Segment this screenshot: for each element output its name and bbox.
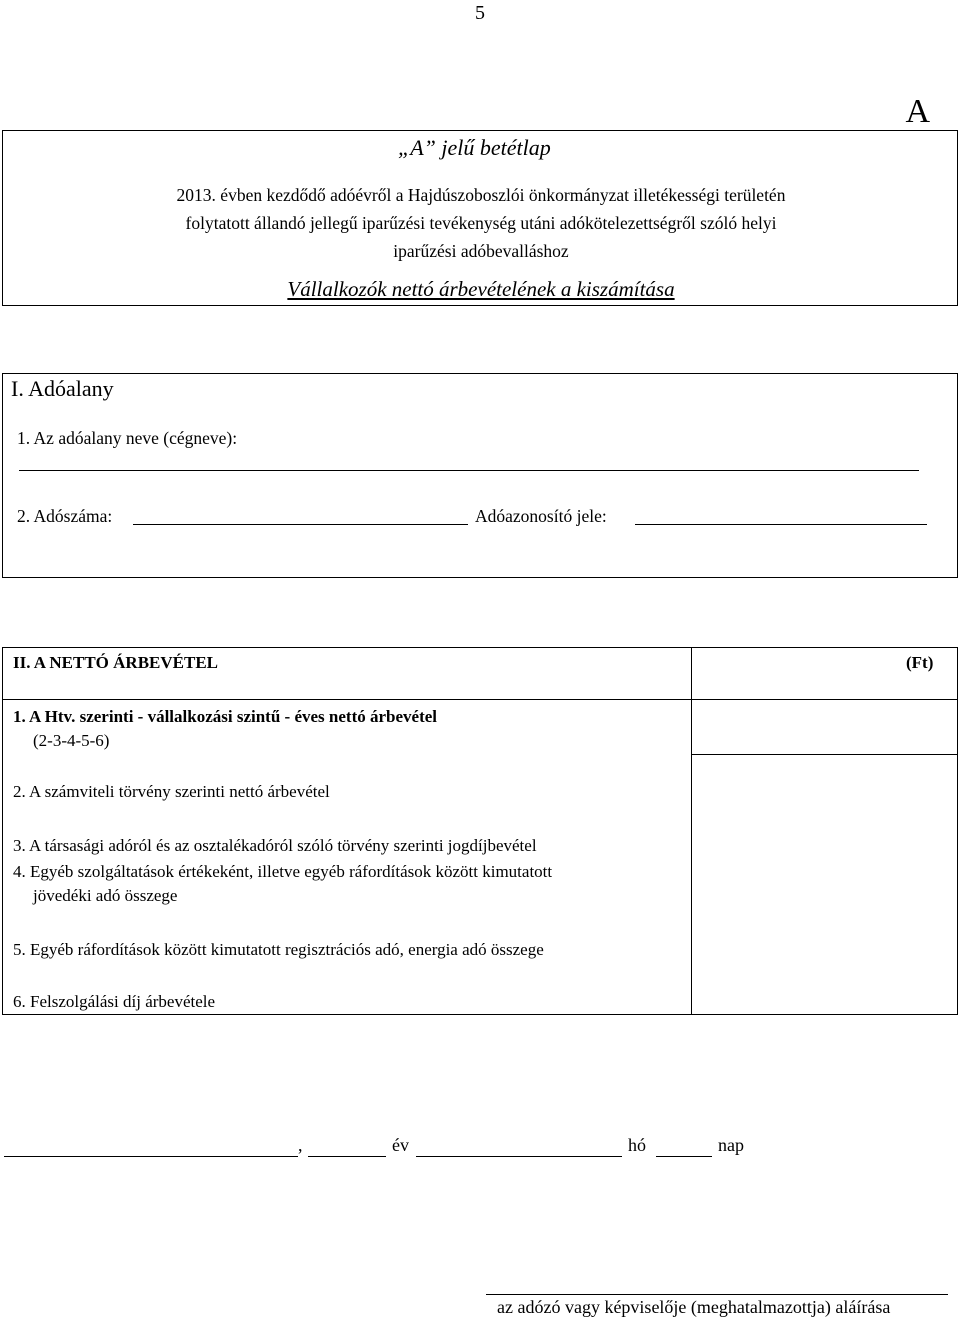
page-number: 5 — [475, 2, 485, 24]
taxpayer-section-title: I. Adóalany — [11, 376, 114, 401]
form-subtitle: Vállalkozók nettó árbevételének a kiszámítása — [287, 277, 675, 301]
month-field[interactable] — [416, 1156, 622, 1157]
tax-number-label: 2. Adószáma: — [17, 506, 113, 526]
tax-id-label: Adóazonosító jele: — [475, 506, 607, 526]
month-label: hó — [628, 1135, 646, 1155]
year-field[interactable] — [308, 1156, 386, 1157]
taxpayer-section — [2, 373, 958, 578]
revenue-row-2: 2. A számviteli törvény szerinti nettó árbevétel — [13, 782, 330, 801]
revenue-row-5: 5. Egyéb ráfordítások között kimutatott regisztrációs adó, energia adó összege — [13, 940, 544, 959]
currency-unit: (Ft) — [906, 653, 934, 672]
tax-number-field[interactable] — [133, 524, 468, 525]
revenue-row-1-formula: (2-3-4-5-6) — [33, 731, 110, 750]
description-line-3: iparűzési adóbevalláshoz — [393, 241, 569, 261]
value-row-divider — [691, 754, 957, 755]
net-revenue-table — [2, 647, 958, 1015]
header-box — [2, 130, 958, 306]
day-field[interactable] — [656, 1156, 712, 1157]
year-label: év — [392, 1135, 409, 1155]
value-column-divider — [691, 648, 692, 1014]
taxpayer-name-field[interactable] — [19, 470, 919, 471]
taxpayer-name-label: 1. Az adóalany neve (cégneve): — [17, 428, 238, 448]
description-line-1: 2013. évben kezdődő adóévről a Hajdúszoboszlói önkormányzat illetékességi területén — [176, 185, 786, 205]
revenue-row-4-label: 4. Egyéb szolgáltatások értékeként, illetve egyéb ráfordítások között kimutatott — [13, 862, 553, 881]
revenue-row-4-label-cont: jövedéki adó összege — [33, 886, 178, 905]
description-line-2: folytatott állandó jellegű iparűzési tevékenység utáni adókötelezettségről szóló helyi — [185, 213, 777, 233]
form-title-text: „A” jelű betétlap — [398, 135, 551, 160]
revenue-row-1 — [13, 705, 437, 753]
revenue-row-4 — [13, 860, 552, 908]
revenue-row-6: 6. Felszolgálási díj árbevétele — [13, 992, 216, 1011]
tax-id-field[interactable] — [635, 524, 927, 525]
day-label: nap — [718, 1135, 744, 1155]
revenue-row-1-label: 1. A Htv. szerinti - vállalkozási szintű - éves nettó árbevétel — [13, 707, 437, 726]
revenue-row-3: 3. A társasági adóról és az osztalékadóról szóló törvény szerinti jogdíjbevétel — [13, 836, 537, 855]
form-description — [3, 181, 959, 265]
revenue-section-title: II. A NETTÓ ÁRBEVÉTEL — [13, 653, 219, 672]
signature-field[interactable] — [486, 1294, 948, 1295]
table-header-divider — [3, 699, 957, 700]
signature-caption: az adózó vagy képviselője (meghatalmazottja) aláírása — [497, 1297, 891, 1317]
place-field[interactable] — [4, 1156, 298, 1157]
form-letter-marker: A — [905, 93, 930, 130]
place-comma: , — [298, 1135, 303, 1155]
